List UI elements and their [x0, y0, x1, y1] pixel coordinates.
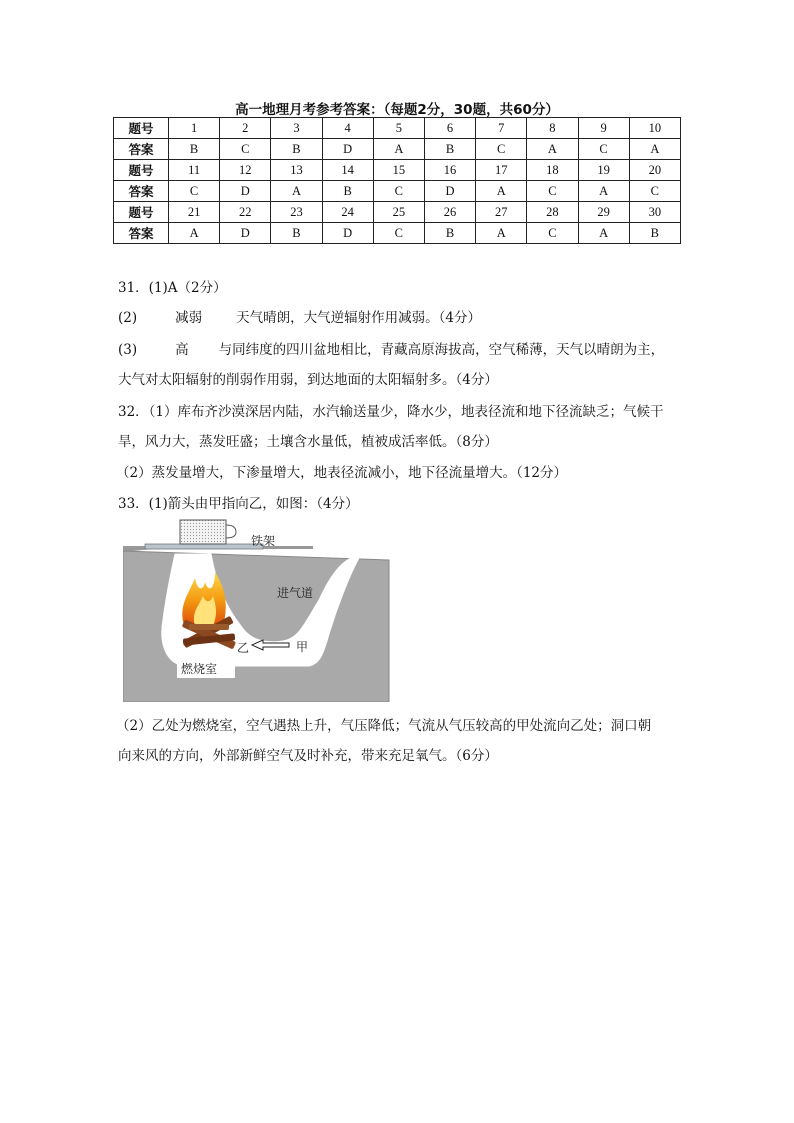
q33-part2: （2）乙处为燃烧室，空气遇热上升，气压降低；气流从气压较高的甲处流向乙处；洞口朝	[116, 718, 652, 734]
table-cell: 3	[271, 118, 322, 139]
table-cell: 21	[169, 202, 220, 223]
q33-part1: 33．(1)箭头由甲指向乙，如图：（4分）	[118, 496, 359, 512]
q31-part2-answer: 减弱	[175, 310, 203, 326]
q31-part3	[118, 338, 664, 358]
label-yi: 乙	[237, 641, 250, 655]
table-cell: 18	[527, 160, 578, 181]
table-row	[114, 139, 681, 160]
table-cell: B	[322, 181, 373, 202]
table-row	[114, 181, 681, 202]
row-label: 题号	[114, 118, 169, 139]
table-cell: 15	[373, 160, 424, 181]
table-cell: C	[220, 139, 271, 160]
table-cell: 22	[220, 202, 271, 223]
label-air-inlet: 进气道	[277, 586, 314, 600]
q31-part2	[118, 306, 481, 326]
q33-part2-cont: 向来风的方向，外部新鲜空气及时补充，带来充足氧气。（6分）	[118, 748, 498, 764]
table-cell: 19	[578, 160, 629, 181]
iron-rack	[145, 544, 263, 549]
q32-part1-cont: 旱，风力大，蒸发旺盛；土壤含水量低，植被成活率低。（8分）	[118, 434, 498, 450]
table-cell: C	[476, 139, 527, 160]
table-cell: 28	[527, 202, 578, 223]
table-cell: 29	[578, 202, 629, 223]
table-cell: 24	[322, 202, 373, 223]
table-cell: A	[578, 223, 629, 244]
table-cell: 27	[476, 202, 527, 223]
table-cell: A	[629, 139, 680, 160]
table-cell: 10	[629, 118, 680, 139]
row-label: 题号	[114, 160, 169, 181]
table-cell: 26	[424, 202, 475, 223]
table-cell: A	[578, 181, 629, 202]
table-cell: C	[578, 139, 629, 160]
q32-part2: （2）蒸发量增大，下渗量增大，地表径流减小，地下径流量增大。（12分）	[116, 465, 568, 481]
furnace-diagram	[123, 516, 391, 702]
q31-part3-answer: 高	[175, 342, 189, 358]
table-cell: 5	[373, 118, 424, 139]
table-cell: 12	[220, 160, 271, 181]
table-cell: 14	[322, 160, 373, 181]
table-cell: A	[271, 181, 322, 202]
table-cell: A	[527, 139, 578, 160]
table-cell: 4	[322, 118, 373, 139]
table-cell: C	[527, 181, 578, 202]
table-cell: A	[373, 139, 424, 160]
table-cell: 23	[271, 202, 322, 223]
table-cell: 2	[220, 118, 271, 139]
row-label: 题号	[114, 202, 169, 223]
table-cell: 11	[169, 160, 220, 181]
table-cell: A	[169, 223, 220, 244]
table-cell: B	[169, 139, 220, 160]
table-cell: C	[629, 181, 680, 202]
table-cell: 30	[629, 202, 680, 223]
page-title: 高一地理月考参考答案：（每题2分，30题，共60分）	[235, 102, 559, 118]
table-cell: C	[527, 223, 578, 244]
table-cell: B	[271, 139, 322, 160]
q31-part3-number: (3)	[118, 342, 138, 358]
label-iron-rack: 铁架	[251, 534, 276, 548]
table-cell: A	[476, 223, 527, 244]
table-row	[114, 118, 681, 139]
table-cell: C	[373, 223, 424, 244]
table-cell: D	[322, 139, 373, 160]
table-cell: 16	[424, 160, 475, 181]
pot	[180, 520, 236, 544]
answer-table	[113, 117, 681, 244]
table-row	[114, 202, 681, 223]
q31-part1: 31．(1)A（2分）	[118, 280, 227, 296]
table-cell: D	[424, 181, 475, 202]
q31-part3-cont: 大气对太阳辐射的削弱作用弱，到达地面的太阳辐射多。（4分）	[118, 372, 498, 388]
table-cell: C	[169, 181, 220, 202]
table-cell: 20	[629, 160, 680, 181]
q31-part3-text: 与同纬度的四川盆地相比，青藏高原海拔高，空气稀薄，天气以晴朗为主，	[218, 342, 665, 358]
table-cell: C	[373, 181, 424, 202]
q32-part1: 32．（1）库布齐沙漠深居内陆，水汽输送量少，降水少，地表径流和地下径流缺乏；气候干	[118, 404, 664, 420]
table-cell: 9	[578, 118, 629, 139]
table-cell: B	[424, 139, 475, 160]
label-chamber: 燃烧室	[181, 662, 218, 676]
label-jia: 甲	[296, 640, 309, 654]
table-cell: D	[322, 223, 373, 244]
row-label: 答案	[114, 181, 169, 202]
table-cell: 6	[424, 118, 475, 139]
table-cell: A	[476, 181, 527, 202]
table-cell: 25	[373, 202, 424, 223]
table-cell: 8	[527, 118, 578, 139]
row-label: 答案	[114, 139, 169, 160]
table-cell: D	[220, 181, 271, 202]
row-label: 答案	[114, 223, 169, 244]
table-cell: 13	[271, 160, 322, 181]
table-cell: 1	[169, 118, 220, 139]
q31-part2-number: (2)	[118, 310, 138, 326]
table-row	[114, 223, 681, 244]
table-cell: B	[424, 223, 475, 244]
table-cell: D	[220, 223, 271, 244]
table-cell: B	[271, 223, 322, 244]
table-row	[114, 160, 681, 181]
table-cell: B	[629, 223, 680, 244]
q31-part2-text: 天气晴朗，大气逆辐射作用减弱。（4分）	[236, 310, 481, 326]
table-cell: 7	[476, 118, 527, 139]
table-cell: 17	[476, 160, 527, 181]
